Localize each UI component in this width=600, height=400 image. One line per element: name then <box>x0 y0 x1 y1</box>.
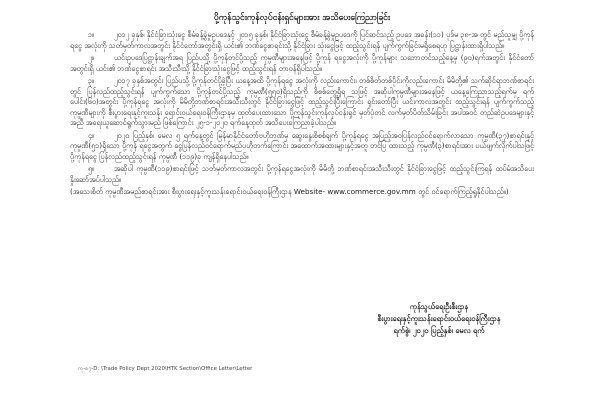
paragraph-4 <box>70 131 534 163</box>
department-name: ကုန်သွယ်ရေးဦးစီးဌာန <box>409 302 469 311</box>
signature-block <box>350 301 528 337</box>
paragraph-text: ၂၀၁၇ ခုနှစ်အတွင်း ပြည်ပသို့ ပို့ကုန်တင်ပို့ခဲ့ပြီး ယနေ့အထိ ပို့ကုန်ရငွေ အလုံးကို လည်းကောင်း၊ တစ်စိတ်တစ်ပိုင်းကိုလည်းကောင်း မိမိတို့၏ သက်ဆိုင်ရာဘဏ်စာရင်းတွင် ပြန်လည်ထည့်သွင်းရန် ပျက်ကွက်သော ပို့ကုန်တင်ပို့သည့် ကုမ္ပဏီ(၅၅၀)ရှိသည်ကို စိစစ်တွေ့ရှိရ သဖြင့် အဆိုပါကုမ္ပဏီများအနေဖြင့် ယနေ့ကြေညာသည့်ရက်မှ ရက်ပေါင်း(၆၀)အတွင်း ပို့ကုန်ရငွေ အလုံးကို မိမိတို့ဘဏ်စာရင်းအသီးသီးတွင် နိုင်ငံခြားငွေဖြင့် ထည့်သွင်းပြီးကြောင်း ရှင်းတော်ပြီး ယင်းကာလအတွင်း ထည့်သွင်းရန် ပျက်ကွက်သည့် ကုမ္ပဏီများကို စီးပွားရေးနှင့်ကူးသန်း ရောင်းဝယ်ရေးဝန်ကြီးဌာနမှ ထုတ်ပေးထားသော ပို့ကုန်သွင်းကုန်လုပ်ငန်းရှင် မှတ်ပုံတင် လက်မှတ်ပိတ်သိမ်းခြင်း အပါအဝင် တည်ဆဲဥပဒေများနှင့်အညီ အရေးယူဆောင်ရွက်သွားမည် ဖြစ်ကြောင်း ၂၅-၁-၂၀၂၀ ရက်နေ့ထုတ် အသိပေးကြေညာခဲ့ပါသည်။ <box>70 76 534 127</box>
paragraph-text: အဆိုပါ ကုမ္ပဏီ(၁၁၉)စာရင်းဖြင့် သတ်မှတ်ကာလအတွင်း ပို့ကုန်ရငွေအလုံးကို မိမိတို့ ဘဏ်စာရင်းအသီးသီးတွင် နိုင်ငံခြားငွေဖြင့် ထည့်သွင်းကြရန် ထပ်မံအသိပေးနှိုးဆော်အပ်ပါသည်။ <box>70 164 534 184</box>
paragraph-text: ၂၀၁၂ ခုနှစ်၊ နိုင်ငံခြားသုံးငွေ စီမံခန့်ခွဲမှုဥပဒေနှင့် ၂၀၁၅ ခုနှစ်၊ နိုင်ငံခြားသုံးငွေ စီမံခန့်ခွဲမှုဥပဒေကို ပြင်ဆင်သည့် ဥပဒေ အခန်း(၁၁) ပုဒ်မ ၃၈-အ တွင် မည်သူမျှ ပို့ကုန်ရငွေ အလုံးကို သတ်မှတ်ကာလအတွင်း နိုင်ငံတော်အတွင်းရှိ ယင်း၏ ဘဏ်ငွေစာရင်းသို့ နိုင်ငံခြား သုံးငွေဖြင့် ထည့်သွင်းရန် ပျက်ကွက်ခြင်းမရှိစေရဟု ပြဋ္ဌာန်းထားရှိပါသည်။ <box>70 30 534 50</box>
ministry-name: စီးပွားရေးနှင့်ကူးသန်းရောင်းဝယ်ရေးဝန်ကြီးဌာန <box>377 314 501 323</box>
paragraph-text: ၂၀၂၀ ပြည့်နှစ်၊ မေလ ၅ ရက်နေ့တွင် မြန်မာနိုင်ငံတော်ဗဟိုဘဏ်မှ ဆွေးနွေးစိစစ်ချက် ပို့ကုန်ရငွေ အပြည့်အဝပြန်လည်ဝင်ရောက်လာသော ကုမ္ပဏီ(၃၇)စာရင်းနှင့်ကုမ္ပဏီ(၅၁)ရှိသော ပို့ကုန် ရငွေအတွက် ငွေပြန်လည်ဝင်ရောက်မည်ပဟိုတက်ကြောင်း အထောက်အထားများနှင့်အတူ တင်ပြ ထားသည့် ကုမ္ပဏီ(၃)စာရင်းအား ပယ်ဖျက်လိုက်ပါသဖြင့် ပို့ကုန်ရငွေ ပြန်လည်ထည့်သွင်းရန် ကုမ္ပဏီ (၁၁၉)ခု ကျန်ရှိနေပါသည်။ <box>70 130 534 161</box>
paragraph-5 <box>70 164 534 185</box>
paragraph-3 <box>70 76 534 129</box>
issue-date: ရက်စွဲ၊ ၂၀၂၀ ပြည့်နှစ်၊ မေလ ရက် <box>393 326 485 335</box>
document-title: ပို့ကုန်သွင်းကုန်လုပ်ငန်းရှင်များအား အသိပေးကြေညာခြင်း <box>213 13 391 23</box>
paragraph-number: ၄။ <box>88 130 95 140</box>
file-path-footer: ကု-၈၇-D: \Trade Policy Dept 2020\HTK Section\Office Letter\Letter <box>78 366 253 372</box>
paragraph-2 <box>70 53 534 74</box>
paragraph-number: ၃။ <box>88 76 95 85</box>
paragraph-1 <box>70 30 534 51</box>
paragraph-number: ၁။ <box>88 30 95 39</box>
paragraph-number: ၂။ <box>88 53 94 62</box>
paragraph-number: ၅။ <box>88 164 95 173</box>
website-note: (အသေးစိတ် ကုမ္ပဏီအမည်စာရင်းအား စီးပွားရေးနှင့်ကူးသန်းရောင်းဝယ်ရေးဝန်ကြီးဌာန Website- www.commerce.gov.mm တွင် ဝင်ရောက်ကြည့်ရှုနိုင်ပါသည်။) <box>70 187 509 196</box>
paragraph-text: ယင်းဥပဒေပြဋ္ဌာန်းချက်အရ ပြည်ပသို့ ပို့ကုန်တင်ပို့သည့် ကုမ္ပဏီများအနေဖြင့် ပို့ကုန် ရငွေအလုံးကို ပို့ကုန်များ သဘောတင်သည့်နေ့မှ (၉၀)ရက်အတွင်း နိုင်ငံတော်အတွင်းရှိ ယင်း၏ ဘဏ်ငွေစာရင်း အသီးသီးသို့ နိုင်ငံခြားသုံးငွေဖြင့် ထည့်သွင်းရန် တာဝန်ရှိပါသည်။ <box>70 53 534 73</box>
